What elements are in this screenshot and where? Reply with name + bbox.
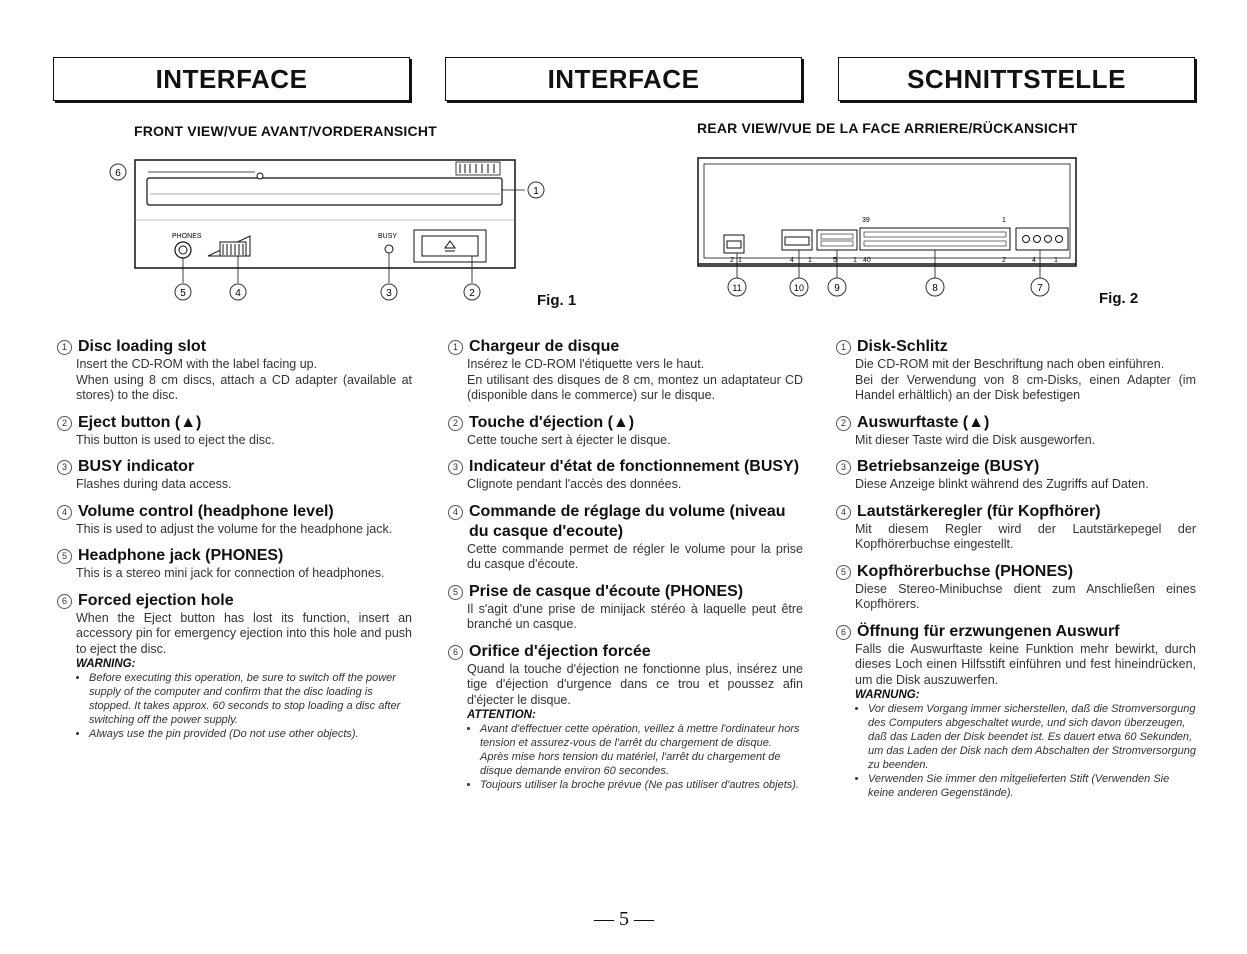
item-number: 4	[836, 505, 851, 520]
item-number: 4	[448, 505, 463, 520]
callout-3-label: 3	[386, 288, 392, 299]
item-5-de	[836, 562, 1196, 613]
item-title: Auswurftaste (▲)	[857, 413, 990, 431]
item-text: This is a stereo mini jack for connection of headphones.	[76, 566, 385, 580]
item-title: BUSY indicator	[78, 458, 195, 475]
item-2-de	[836, 413, 1196, 449]
svg-text:4: 4	[790, 257, 794, 264]
header-german: SCHNITTSTELLE	[838, 57, 1195, 101]
item-text: Quand la touche d'éjection ne fonctionne plus, insérez une tige d'éjection d'urgence dans ce trou et poussez afin d'éjecter le disque.	[467, 661, 803, 707]
volume-wheel	[220, 242, 246, 256]
column-french	[448, 337, 803, 801]
item-text: When using 8 cm discs, attach a CD adapter (available at stores) to the disc.	[76, 372, 412, 402]
item-4-de	[836, 502, 1196, 553]
callout-7-label: 7	[1037, 283, 1043, 294]
item-title: Prise de casque d'écoute (PHONES)	[469, 582, 744, 600]
warning-title: ATTENTION:	[467, 709, 536, 721]
warning-item: • Verwenden Sie immer den mitgelieferten Stift (Verwenden Sie keine anderen Gegenstände).	[868, 772, 1196, 800]
item-2-fr	[448, 413, 803, 449]
item-number: 5	[57, 549, 72, 564]
callout-5-label: 5	[180, 288, 186, 299]
svg-text:5: 5	[833, 257, 837, 264]
front-view-diagram	[100, 150, 560, 310]
item-number: 2	[836, 416, 851, 431]
front-view-title: FRONT VIEW/VUE AVANT/VORDERANSICHT	[134, 123, 437, 139]
item-title: Indicateur d'état de fonctionnement (BUSY)	[469, 458, 800, 475]
item-title: Touche d'éjection (▲)	[469, 413, 635, 431]
callout-11-label: 11	[732, 283, 742, 293]
item-title: Lautstärkeregler (für Kopfhörer)	[857, 502, 1101, 520]
item-text: Insérez le CD-ROM l'étiquette vers le haut.	[467, 357, 705, 371]
item-title: Disc loading slot	[78, 338, 207, 355]
item-text: Bei der Verwendung von 8 cm-Disks, einen Adapter (im Handel erhältlich) an der Disk befestigen	[855, 372, 1196, 402]
warning-list	[855, 702, 1196, 800]
warning-item: • Before executing this operation, be sure to switch off the power supply of the computer and confirm that the disc loading is stopped. It takes approx. 60 seconds to stop loading a disc after switching off the power supply.	[89, 671, 412, 727]
callout-9-label: 9	[834, 283, 840, 294]
item-5-en	[57, 546, 412, 582]
item-3-de	[836, 457, 1196, 493]
item-text: Cette touche sert à éjecter le disque.	[467, 432, 671, 447]
warning-list	[467, 722, 803, 792]
config-connector	[817, 230, 857, 250]
item-title: Disk-Schlitz	[857, 338, 948, 355]
item-number: 6	[448, 645, 463, 660]
column-english	[57, 337, 412, 750]
item-title: Kopfhörerbuchse (PHONES)	[857, 562, 1074, 580]
item-title: Forced ejection hole	[78, 591, 234, 609]
callout-1-label: 1	[533, 186, 539, 197]
warning-item: • Always use the pin provided (Do not use other objects).	[89, 727, 412, 741]
item-title: Commande de réglage du volume (niveau du casque d'ecoute)	[469, 502, 786, 540]
item-title: Chargeur de disque	[469, 338, 620, 355]
item-text: Mit diesem Regler wird der Lautstärkepegel der Kopfhörerbuchse eingestellt.	[855, 521, 1196, 551]
header-french: INTERFACE	[445, 57, 802, 101]
item-1-de	[836, 337, 1196, 404]
item-title: Öffnung für erzwungenen Auswurf	[857, 622, 1120, 640]
fig2-label: Fig. 2	[1099, 290, 1139, 307]
item-text: Die CD-ROM mit der Beschriftung nach oben einführen.	[855, 357, 1165, 371]
item-title: Betriebsanzeige (BUSY)	[857, 458, 1040, 475]
item-number: 1	[57, 340, 72, 355]
item-text: En utilisant des disques de 8 cm, montez un adaptateur CD (disponible dans le commerce) sur le disque.	[467, 372, 803, 402]
warning-title: WARNING:	[76, 658, 136, 670]
item-text: This button is used to eject the disc.	[76, 432, 275, 447]
ide-connector	[860, 228, 1010, 250]
phones-label: PHONES	[172, 233, 202, 240]
item-2-en	[57, 413, 412, 449]
item-number: 2	[448, 416, 463, 431]
header-english: INTERFACE	[53, 57, 410, 101]
item-number: 4	[57, 505, 72, 520]
item-6-fr	[448, 642, 803, 793]
warning-item: • Avant d'effectuer cette opération, veillez à mettre l'ordinateur hors tension et assurez-vous de l'arrêt du chargement de disque. Après mise hors tension du matériel, l'arrêt du chargement de disque demande environ 60 secondes.	[480, 722, 803, 778]
svg-text:4: 4	[1032, 257, 1036, 264]
callout-4-label: 4	[235, 288, 241, 299]
callout-6-label: 6	[115, 168, 121, 179]
item-number: 3	[836, 460, 851, 475]
item-title: Eject button (▲)	[78, 413, 202, 431]
item-number: 5	[448, 585, 463, 600]
item-number: 1	[836, 340, 851, 355]
item-text: Cette commande permet de régler le volume pour la prise du casque d'écoute.	[467, 541, 803, 571]
item-number: 5	[836, 565, 851, 580]
svg-text:2: 2	[730, 257, 734, 264]
item-4-en	[57, 502, 412, 538]
busy-led	[385, 245, 393, 253]
warning-item: • Toujours utiliser la broche prévue (Ne pas utiliser d'autres objets).	[480, 778, 803, 792]
item-title: Volume control (headphone level)	[78, 502, 334, 520]
pin-label-39: 39	[862, 217, 870, 224]
item-4-fr	[448, 502, 803, 573]
item-title: Orifice d'éjection forcée	[469, 642, 651, 660]
item-number: 2	[57, 416, 72, 431]
rear-view-diagram	[690, 152, 1090, 307]
warning-list	[76, 671, 412, 741]
item-number: 3	[448, 460, 463, 475]
item-1-en	[57, 337, 412, 404]
fig1-label: Fig. 1	[537, 292, 577, 309]
svg-text:1: 1	[808, 257, 812, 264]
svg-text:40: 40	[863, 257, 871, 264]
item-3-fr	[448, 457, 803, 493]
rear-view-title: REAR VIEW/VUE DE LA FACE ARRIERE/RÜCKANSICHT	[697, 120, 1078, 136]
item-text: Mit dieser Taste wird die Disk ausgeworfen.	[855, 432, 1096, 447]
callout-8-label: 8	[932, 283, 938, 294]
item-text: Insert the CD-ROM with the label facing up.	[76, 357, 318, 371]
item-text: Il s'agit d'une prise de minijack stéréo à laquelle peut être branché un casque.	[467, 601, 803, 631]
item-number: 6	[836, 625, 851, 640]
column-german	[836, 337, 1196, 809]
item-text: Diese Anzeige blinkt während des Zugriffs auf Daten.	[855, 477, 1149, 491]
item-title: Headphone jack (PHONES)	[78, 547, 284, 564]
item-1-fr	[448, 337, 803, 404]
item-3-en	[57, 457, 412, 493]
item-5-fr	[448, 582, 803, 633]
item-number: 6	[57, 594, 72, 609]
item-text: Flashes during data access.	[76, 477, 232, 491]
item-text: Falls die Auswurftaste keine Funktion mehr bewirkt, durch dieses Loch einen Hilfsstift einführen und fest hineindrücken, um die Disk auszuwerfen.	[855, 641, 1196, 687]
item-text: This is used to adjust the volume for the headphone jack.	[76, 521, 393, 536]
item-text: Diese Stereo-Minibuchse dient zum Anschließen eines Kopfhörers.	[855, 581, 1196, 611]
pin-label-1-top: 1	[1002, 217, 1006, 224]
svg-text:2: 2	[1002, 257, 1006, 264]
warning-item: • Vor diesem Vorgang immer sicherstellen, daß die Stromversorgung des Computers abgeschaltet wurde, und sich davon überzeugen, daß das Laden der Disk beendet ist. Es dauert etwa 60 Sekunden, um das Laden der Disk nach dem Abschalten der Stromversorgung zu beenden.	[868, 702, 1196, 772]
busy-label: BUSY	[378, 233, 398, 240]
callout-2-label: 2	[469, 288, 475, 299]
item-number: 3	[57, 460, 72, 475]
item-text: When the Eject button has lost its function, insert an accessory pin for emergency ejection into this hole and push to eject the disc.	[76, 610, 412, 656]
svg-text:1: 1	[853, 257, 857, 264]
callout-10-label: 10	[793, 283, 805, 293]
svg-text:1: 1	[738, 257, 742, 264]
item-text: Clignote pendant l'accès des données.	[467, 477, 682, 491]
item-number: 1	[448, 340, 463, 355]
item-6-de	[836, 622, 1196, 801]
item-6-en	[57, 591, 412, 742]
warning-title: WARNUNG:	[855, 689, 920, 701]
page-number: — 5 —	[594, 908, 654, 930]
svg-text:1: 1	[1054, 257, 1058, 264]
